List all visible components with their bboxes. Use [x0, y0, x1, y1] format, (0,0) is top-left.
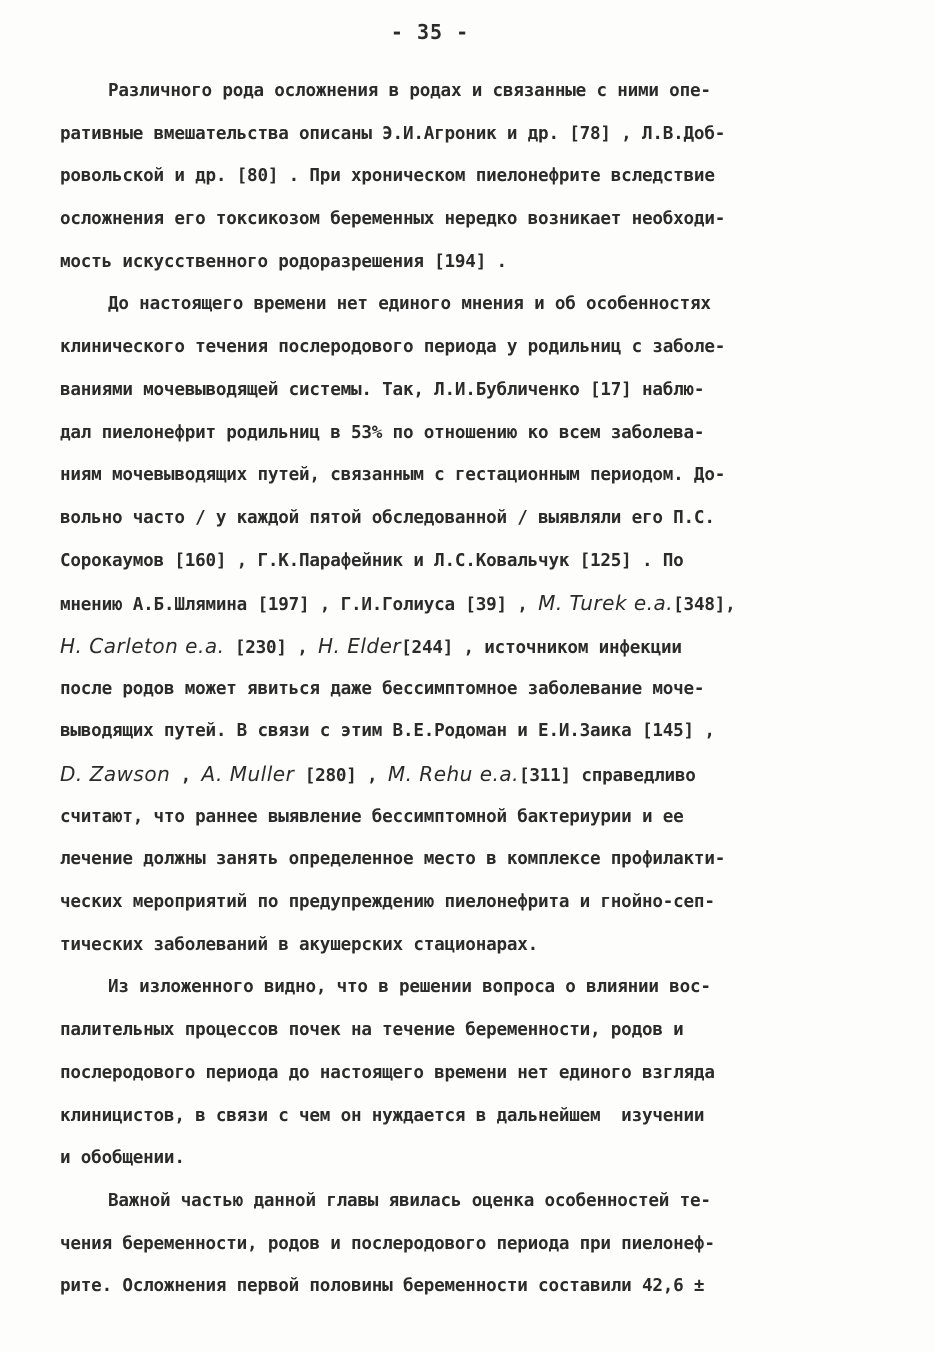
line-text: ваниями мочевыводящей системы. Так, Л.И.Бубличенко [17] наблю-	[60, 379, 705, 400]
text-line	[60, 198, 880, 241]
text-line	[60, 924, 880, 967]
text-line	[60, 540, 880, 583]
line-text: ческих мероприятий по предупреждению пиелонефрита и гнойно-сеп-	[60, 892, 715, 913]
line-text: ниям мочевыводящих путей, связанным с гестационным периодом. До-	[60, 465, 726, 486]
text-line	[60, 625, 880, 668]
handwritten-author-reference: M. Turek e.a.	[538, 591, 674, 616]
text-line	[60, 582, 880, 625]
line-text: рите. Осложнения первой половины беременности составили 42,6 ±	[60, 1276, 705, 1297]
text-line	[60, 966, 880, 1009]
text-line	[60, 1052, 880, 1095]
page-number: - 35 -	[390, 20, 470, 44]
body-text	[60, 70, 880, 1308]
text-line	[60, 497, 880, 540]
text-line	[60, 881, 880, 924]
text-line	[60, 283, 880, 326]
line-text: ровольской и др. [80] . При хроническом пиелонефрите вследствие	[60, 166, 715, 187]
line-text: после родов может явиться даже бессимптомное заболевание моче-	[60, 678, 705, 699]
text-line	[60, 454, 880, 497]
line-text: осложнения его токсикозом беременных нередко возникает необходи-	[60, 209, 726, 230]
text-line	[60, 1095, 880, 1138]
text-line	[60, 369, 880, 412]
text-line	[60, 753, 880, 796]
text-line	[60, 1137, 880, 1180]
line-text: [244] , источником инфекции	[401, 637, 682, 658]
line-text: клиницистов, в связи с чем он нуждается в дальнейшем изучении	[60, 1105, 705, 1126]
text-line	[60, 796, 880, 839]
line-text: дал пиелонефрит родильниц в 53% по отношению ко всем заболева-	[60, 422, 705, 443]
line-text: Различного рода осложнения в родах и связанные с ними опе-	[108, 81, 711, 101]
line-text: клинического течения послеродового периода у родильниц с заболе-	[60, 337, 726, 358]
line-text: [348],	[673, 595, 736, 616]
line-text: ративные вмешательства описаны Э.И.Агроник и др. [78] , Л.В.Доб-	[60, 123, 726, 144]
line-text: ,	[170, 766, 202, 786]
line-text: тических заболеваний в акушерских стационарах.	[60, 934, 539, 955]
handwritten-author-reference: M. Rehu e.a.	[387, 762, 519, 786]
line-text: лечение должны занять определенное место в комплексе профилакти-	[60, 849, 726, 870]
line-text: чения беременности, родов и послеродового периода при пиелонеф-	[60, 1233, 715, 1254]
text-line	[60, 412, 880, 455]
line-text: [230] ,	[224, 637, 318, 658]
line-text: Сорокаумов [160] , Г.К.Парафейник и Л.С.Ковальчук [125] . По	[60, 550, 684, 571]
line-text: палительных процессов почек на течение беременности, родов и	[60, 1020, 684, 1041]
text-line	[60, 1009, 880, 1052]
text-line	[60, 326, 880, 369]
line-text: считают, что раннее выявление бессимптомной бактериурии и ее	[60, 806, 684, 827]
text-line	[60, 838, 880, 881]
line-text: До настоящего времени нет единого мнения и об особенностях	[108, 294, 711, 315]
text-line	[60, 1223, 880, 1266]
line-text: Из изложенного видно, что в решении вопроса о влиянии вос-	[108, 977, 711, 998]
line-text: [280] ,	[294, 766, 388, 786]
text-line	[60, 668, 880, 711]
line-text: вольно часто / у каждой пятой обследованной / выявляли его П.С.	[60, 507, 715, 528]
text-line	[60, 1180, 880, 1223]
text-line	[60, 70, 880, 113]
line-text: и обобщении.	[60, 1148, 185, 1169]
text-line	[60, 241, 880, 284]
handwritten-author-reference: D. Zawson	[60, 762, 171, 786]
handwritten-author-reference: A. Muller	[201, 762, 295, 786]
text-line	[60, 710, 880, 753]
handwritten-author-reference: H. Carleton e.a.	[60, 633, 225, 658]
line-text: Важной частью данной главы явилась оценка особенностей те-	[108, 1190, 711, 1211]
line-text: мнению А.Б.Шлямина [197] , Г.И.Голиуса [39] ,	[60, 595, 539, 616]
line-text: выводящих путей. В связи с этим В.Е.Родоман и Е.И.Заика [145] ,	[60, 721, 715, 742]
text-line	[60, 113, 880, 156]
handwritten-author-reference: H. Elder	[317, 633, 402, 658]
line-text: мость искусственного родоразрешения [194] .	[60, 251, 507, 272]
line-text: [311] справедливо	[518, 766, 696, 786]
line-text: послеродового периода до настоящего времени нет единого взгляда	[60, 1062, 715, 1083]
text-line	[60, 155, 880, 198]
text-line	[60, 1265, 880, 1308]
